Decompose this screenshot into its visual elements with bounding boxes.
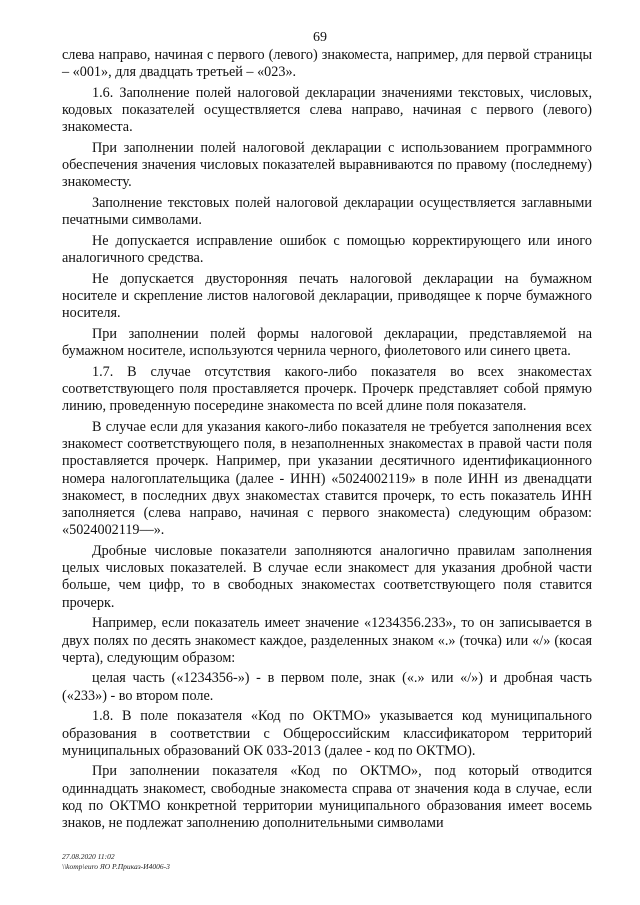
paragraph: 1.7. В случае отсутствия какого-либо показателя во всех знакоместах соответствующего поля проставляется прочерк. Прочерк представляет собой прямую линию, проведенную посередине знакоместа по всей длине поля показателя.: [62, 363, 592, 415]
paragraph: целая часть («1234356-») - в первом поле, знак («.» или «/») и дробная часть («233») - во втором поле.: [62, 670, 592, 704]
paragraph: При заполнении полей налоговой декларации с использованием программного обеспечения значения числовых показателей выравниваются по правому (последнему) знакоместу.: [62, 140, 592, 191]
paragraph: Дробные числовые показатели заполняются аналогично правилам заполнения целых числовых показателей. В случае если знакомест для указания дробной части больше, чем цифр, то в свободных знакоместах соответствующего поля ставится прочерк.: [62, 542, 592, 611]
paragraph: Например, если показатель имеет значение «1234356.233», то он записывается в двух полях по десять знакомест каждое, разделенных знаком «.» (точка) или «/» (косая черта), следующим образом:: [62, 615, 592, 666]
footer-path: \\komp\euro ЯО Р.Приказ-И4006-3: [62, 862, 170, 871]
paragraph: 1.6. Заполнение полей налоговой декларации значениями текстовых, числовых, кодовых показателей осуществляется слева направо, начиная с первого (левого) знакоместа.: [62, 84, 592, 136]
paragraph: При заполнении показателя «Код по ОКТМО», под который отводится одиннадцать знакомест, свободные знакоместа справа от значения кода в случае, если код по ОКТМО конкретной территории муниципального образования имеет восемь знаков, не подлежат заполнению дополнительными символами: [62, 763, 592, 832]
paragraph: 1.8. В поле показателя «Код по ОКТМО» указывается код муниципального образования в соответствии с Общероссийским классификатором территорий муниципальных образований ОК 033-2013 (далее - код по ОКТМО).: [62, 708, 592, 759]
paragraph: Не допускается исправление ошибок с помощью корректирующего или иного аналогичного средства.: [62, 233, 592, 267]
footer-stamp: [62, 852, 170, 872]
paragraph: Заполнение текстовых полей налоговой декларации осуществляется заглавными печатными символами.: [62, 195, 592, 229]
paragraph: При заполнении полей формы налоговой декларации, представляемой на бумажном носителе, используются чернила черного, фиолетового или синего цвета.: [62, 326, 592, 360]
page-number: 69: [313, 30, 327, 45]
document-body: [62, 47, 592, 836]
paragraph: Не допускается двусторонняя печать налоговой декларации на бумажном носителе и скрепление листов налоговой декларации, приводящее к порче бумажного носителя.: [62, 270, 592, 322]
paragraph: В случае если для указания какого-либо показателя не требуется заполнения всех знакомест соответствующего поля, в незаполненных знакоместах в правой части поля проставляется прочерк. Например, при указании десятичного идентификационного номера налогоплательщика (далее - ИНН) «5024002119» в поле ИНН из двенадцати знакомест, в последних двух знакоместах ставится прочерк, то есть показатель ИНН заполняется (слева направо, начиная с первого знакоместа) следующим образом: «5024002119––».: [62, 419, 592, 539]
footer-date: 27.08.2020 11:02: [62, 852, 115, 861]
paragraph: слева направо, начиная с первого (левого) знакоместа, например, для первой страницы – «001», для двадцать третьей – «023».: [62, 47, 592, 81]
